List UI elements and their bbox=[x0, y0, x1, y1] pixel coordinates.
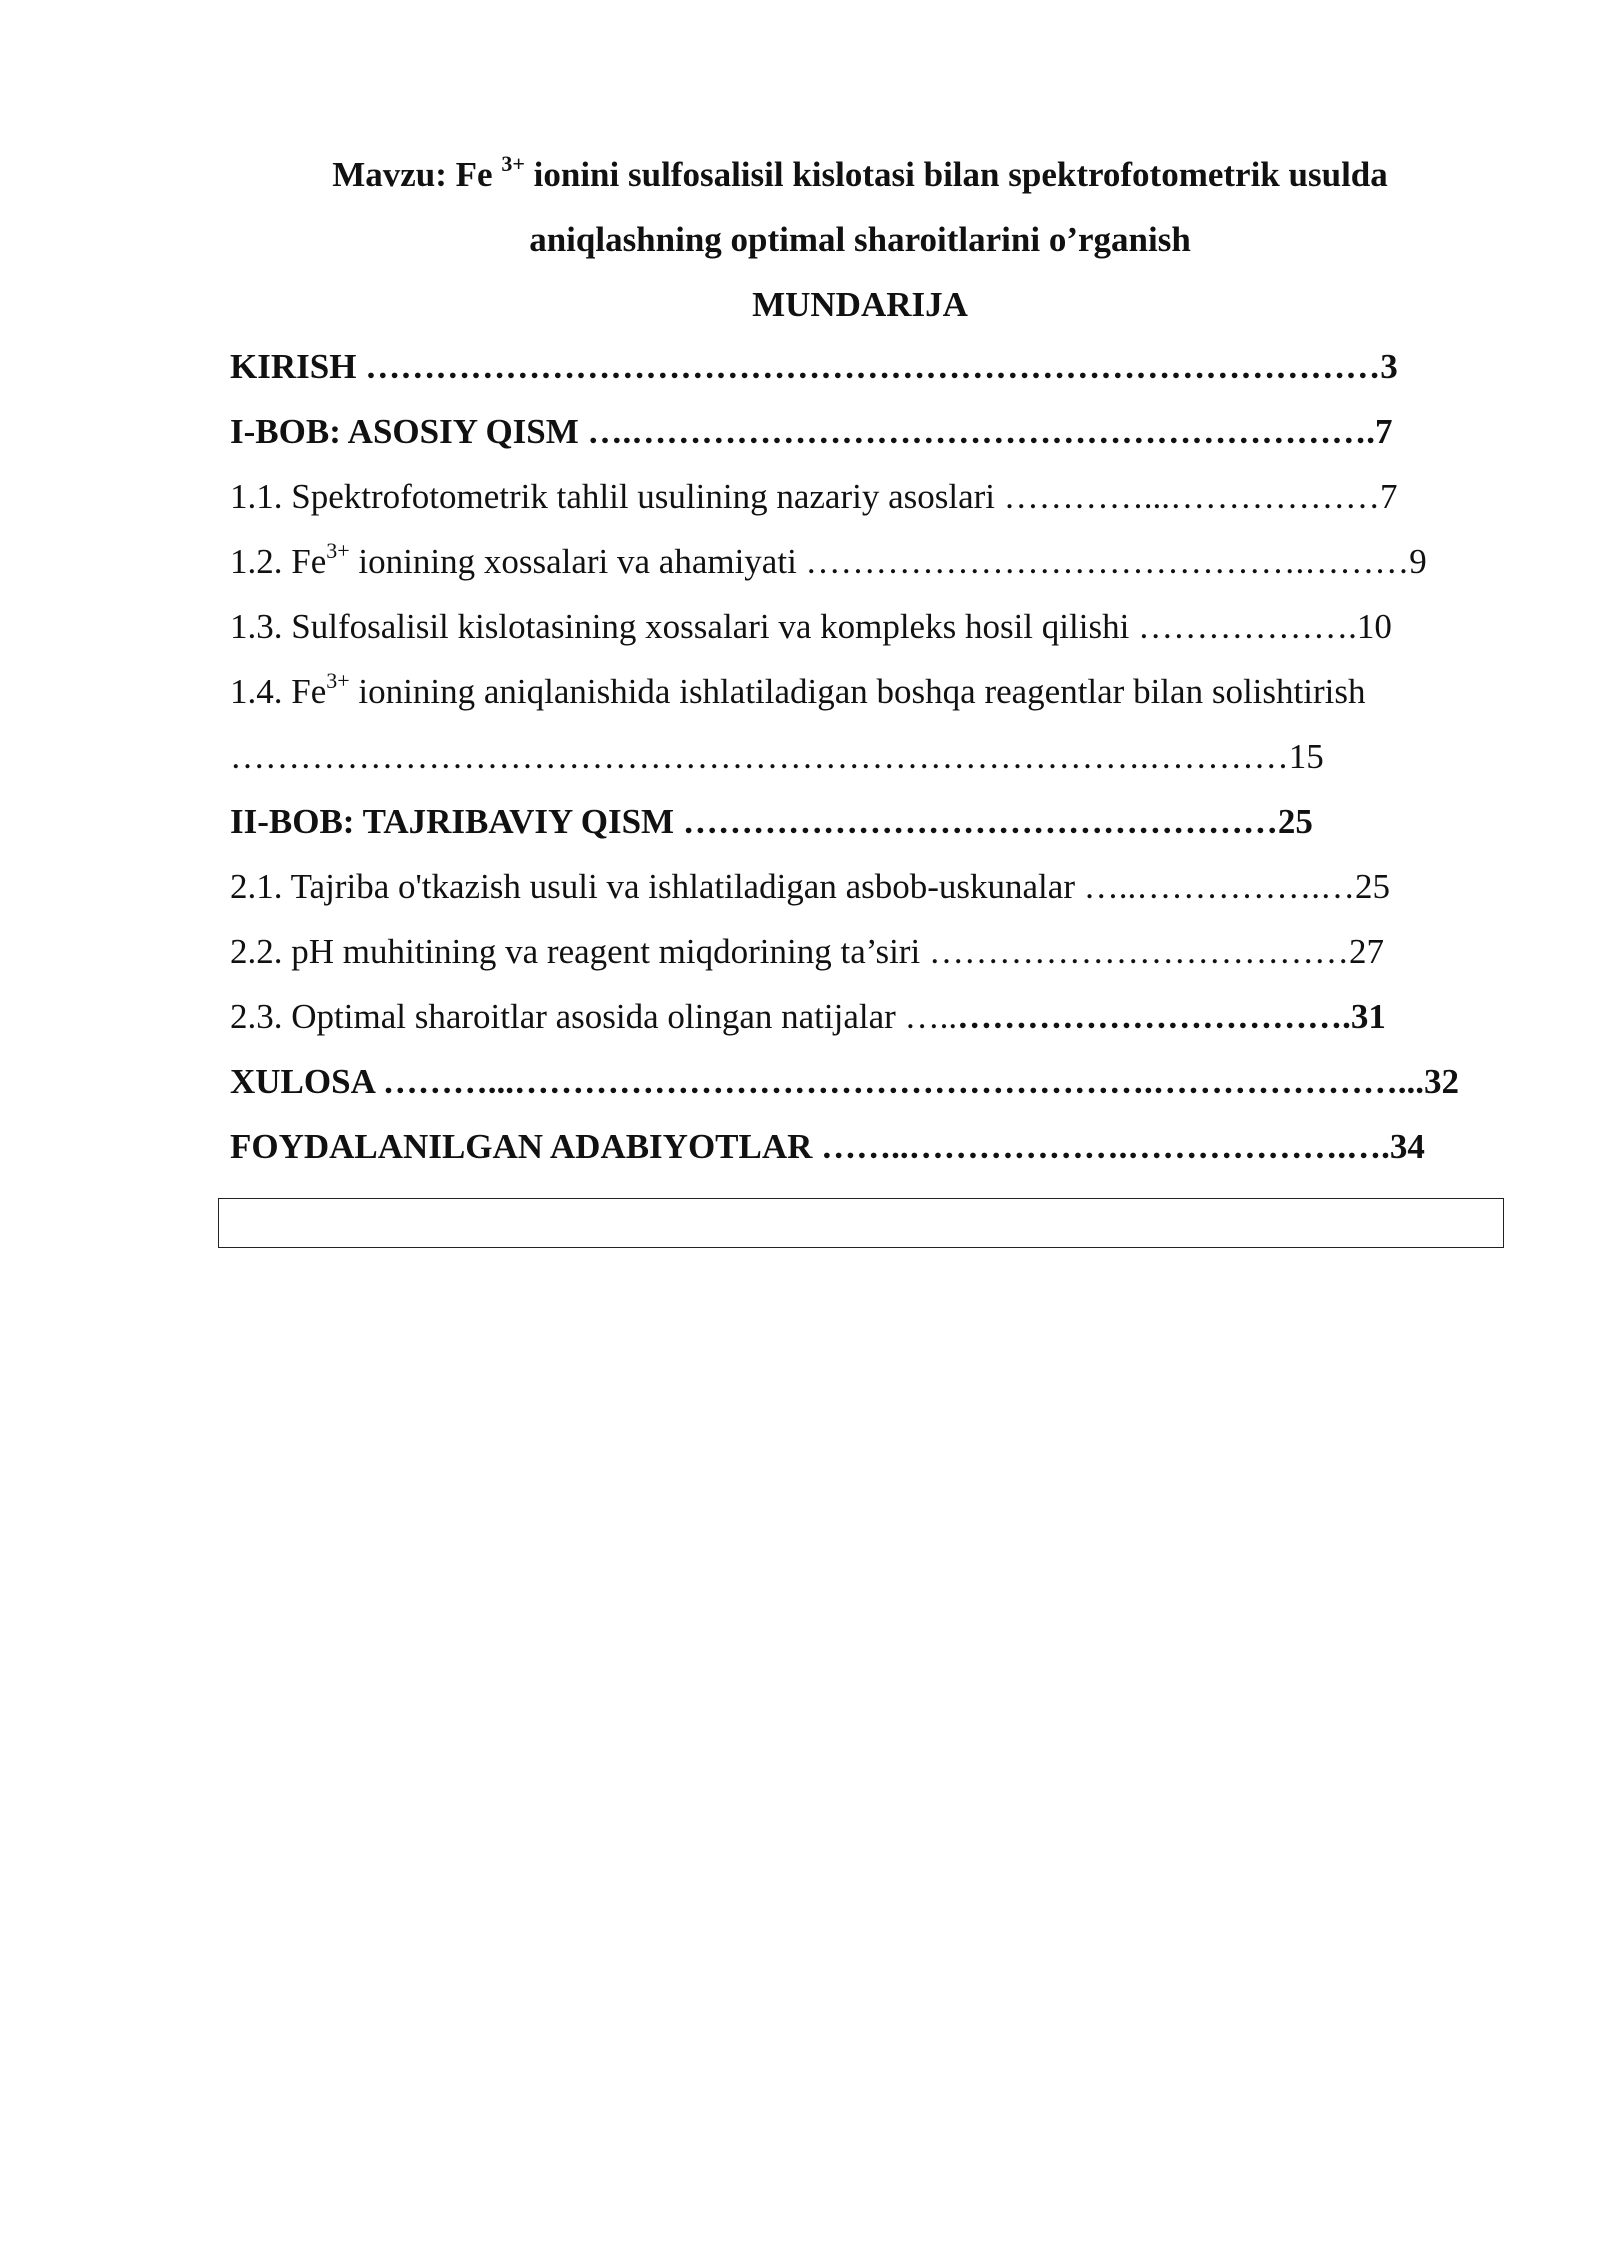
toc-entry-1-1[interactable] bbox=[230, 475, 1492, 519]
toc-entry-1-3[interactable] bbox=[230, 605, 1492, 649]
toc-entry-chapter-1[interactable] bbox=[230, 410, 1492, 454]
toc-dots: …………………………………………………………………….…………15 bbox=[230, 737, 1324, 776]
title-superscript: 3+ bbox=[501, 151, 525, 177]
toc-entry-2-2[interactable] bbox=[230, 930, 1492, 974]
toc-label: FOYDALANILGAN ADABIYOTLAR bbox=[230, 1127, 822, 1166]
toc-dots: ……..……………….……………….….34 bbox=[821, 1127, 1425, 1166]
toc-label: II-BOB: TAJRIBAVIY QISM bbox=[230, 802, 683, 841]
toc-label: 1.4. Fe bbox=[230, 672, 327, 711]
toc-label-cont: ionining xossalari va ahamiyati bbox=[349, 542, 806, 581]
toc-label: 2.2. pH muhitining va reagent miqdorining ta’siri bbox=[230, 932, 929, 971]
toc-label: 1.1. Spektrofotometrik tahlil usulining nazariy asoslari bbox=[230, 477, 1004, 516]
toc-dots-bold: …………………………….31 bbox=[957, 997, 1386, 1036]
toc-dots: ….. bbox=[904, 997, 958, 1036]
toc-entry-xulosa[interactable] bbox=[230, 1060, 1492, 1104]
toc-label: XULOSA bbox=[230, 1062, 383, 1101]
toc-label-cont: ionining aniqlanishida ishlatiladigan boshqa reagentlar bilan solishtirish bbox=[349, 672, 1366, 711]
toc-entry-1-4[interactable] bbox=[230, 670, 1492, 714]
toc-label: 1.2. Fe bbox=[230, 542, 327, 581]
toc-superscript: 3+ bbox=[326, 670, 350, 694]
toc-superscript: 3+ bbox=[326, 540, 350, 564]
toc-entry-kirish[interactable] bbox=[230, 345, 1492, 389]
toc-dots: …………...………………7 bbox=[1003, 477, 1398, 516]
toc-dots: ……………………………………………25 bbox=[682, 802, 1313, 841]
toc-label: I-BOB: ASOSIY QISM bbox=[230, 412, 588, 451]
toc-label: 2.3. Optimal sharoitlar asosida olingan natijalar bbox=[230, 997, 905, 1036]
toc-entry-1-2[interactable] bbox=[230, 540, 1492, 584]
toc-dots: …..…………….…25 bbox=[1083, 867, 1390, 906]
title-prefix: Mavzu: Fe bbox=[332, 155, 502, 194]
toc-dots: ……………………………………………………………………………3 bbox=[365, 347, 1398, 386]
toc-entry-2-1[interactable] bbox=[230, 865, 1492, 909]
title-line-2: aniqlashning optimal sharoitlarini o’rganish bbox=[529, 220, 1191, 259]
toc-dots: …………………………………….………9 bbox=[805, 542, 1427, 581]
toc-label: KIRISH bbox=[230, 347, 366, 386]
title-line-1 bbox=[230, 151, 1490, 195]
empty-text-box[interactable] bbox=[218, 1198, 1504, 1248]
contents-heading: MUNDARIJA bbox=[752, 285, 968, 324]
toc-dots: ………………………………27 bbox=[928, 932, 1384, 971]
toc-entry-1-4-continuation[interactable] bbox=[230, 735, 1492, 779]
toc-dots: ….……………………………………………………….7 bbox=[587, 412, 1393, 451]
toc-entry-2-3[interactable] bbox=[230, 995, 1492, 1039]
toc-entry-chapter-2[interactable] bbox=[230, 800, 1492, 844]
toc-entry-references[interactable] bbox=[230, 1125, 1492, 1169]
toc-dots: ……………….10 bbox=[1138, 607, 1392, 646]
toc-label: 2.1. Tajriba o'tkazish usuli va ishlatiladigan asbob-uskunalar bbox=[230, 867, 1084, 906]
title-suffix: ionini sulfosalisil kislotasi bilan spektrofotometrik usulda bbox=[524, 155, 1388, 194]
toc-label: 1.3. Sulfosalisil kislotasining xossalari va kompleks hosil qilishi bbox=[230, 607, 1139, 646]
toc-dots: ………...……………………………………………….…………………...32 bbox=[382, 1062, 1459, 1101]
